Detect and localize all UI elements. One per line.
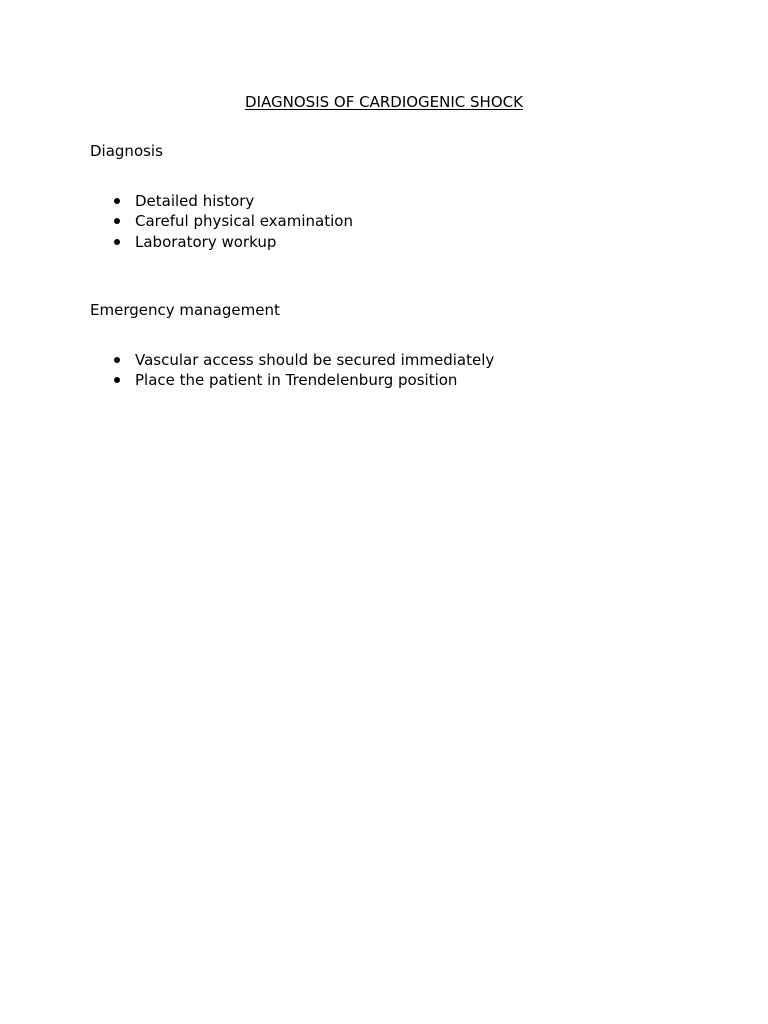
bullet-icon (114, 377, 120, 383)
list-item (0, 370, 494, 390)
bullet-icon (114, 239, 120, 245)
bullet-icon (114, 357, 120, 363)
emergency-management-list (0, 350, 494, 391)
section-heading-emergency-management: Emergency management (90, 301, 280, 319)
list-item-text: Place the patient in Trendelenburg position (135, 371, 458, 390)
list-item (0, 191, 353, 211)
document-title: DIAGNOSIS OF CARDIOGENIC SHOCK (245, 93, 523, 111)
list-item (0, 211, 353, 231)
list-item-text: Careful physical examination (135, 212, 353, 231)
bullet-icon (114, 198, 120, 204)
list-item-text: Vascular access should be secured immediately (135, 351, 495, 369)
list-item-text: Detailed history (135, 192, 255, 210)
diagnosis-list (0, 191, 353, 252)
list-item-text: Laboratory workup (135, 232, 277, 251)
list-item (0, 350, 494, 370)
section-heading-diagnosis: Diagnosis (90, 142, 163, 160)
list-item (0, 232, 353, 252)
bullet-icon (114, 218, 120, 224)
